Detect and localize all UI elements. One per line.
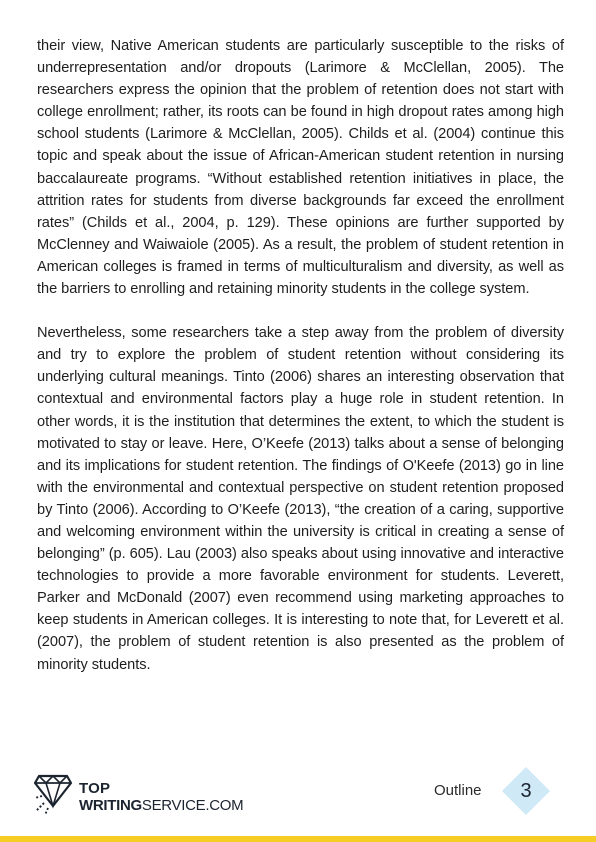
- brand-writing-text: WRITING: [79, 797, 142, 814]
- page-number: 3: [520, 780, 532, 802]
- paragraph: their view, Native American students are particularly susceptible to the risks of underrepresentation and/or dropouts (Larimore & McClellan, 2005). The researchers express the opinion that the problem of retention does not start with college enrollment; rather, its roots can be found in high dropout rates among high school students (Larimore & McClellan, 2005). Childs et al. (2004) continue this topic and speak about the issue of African-American student retention in nursing baccalaureate programs. “Without established retention initiatives in place, the attrition rates for students from diverse backgrounds far exceed the enrollment rates” (Childs et al., 2004, p. 129). These opinions are further supported by McClenney and Waiwaiole (2005). As a result, the problem of student retention in American colleges is framed in terms of multiculturalism and diversity, as well as the barriers to enrolling and retaining minority students in the college system.: [37, 38, 564, 298]
- brand-service-text: SERVICE.COM: [141, 797, 244, 814]
- paragraph: Nevertheless, some researchers take a step away from the problem of diversity and try to explore the problem of student retention without considering its underlying cultural meanings. Tinto (2006) shares an interesting observation that contextual and environmental factors play a huge role in student retention. In other words, it is the institution that determines the extent, to which the student is motivated to stay or leave. Here, O’Keefe (2013) talks about a sense of belonging and its implications for student retention. The findings of O'Keefe (2013) go in line with the environmental and contextual perspective on student retention proposed by Tinto (2006). According to O’Keefe (2013), “the creation of a caring, supportive and welcoming environment within the university is critical in creating a sense of belonging” (p. 605). Lau (2003) also speaks about using innovative and interactive technologies to provide a more favorable environment for students. Leverett, Parker and McDonald (2007) even recommend using marketing approaches to keep students in American colleges. It is interesting to note that, for Leverett et al. (2007), the problem of student retention is also presented as the problem of minority students.: [37, 325, 564, 673]
- brand-logo: [33, 770, 253, 822]
- brand-domain: [79, 797, 243, 814]
- document-body: [37, 35, 564, 676]
- section-label: Outline: [434, 782, 482, 799]
- brand-wordmark: [79, 780, 243, 814]
- footer-accent-bar: [0, 836, 596, 842]
- diamond-logo-icon: [33, 770, 73, 816]
- page-footer: [0, 760, 596, 842]
- brand-top-text: TOP: [79, 780, 111, 797]
